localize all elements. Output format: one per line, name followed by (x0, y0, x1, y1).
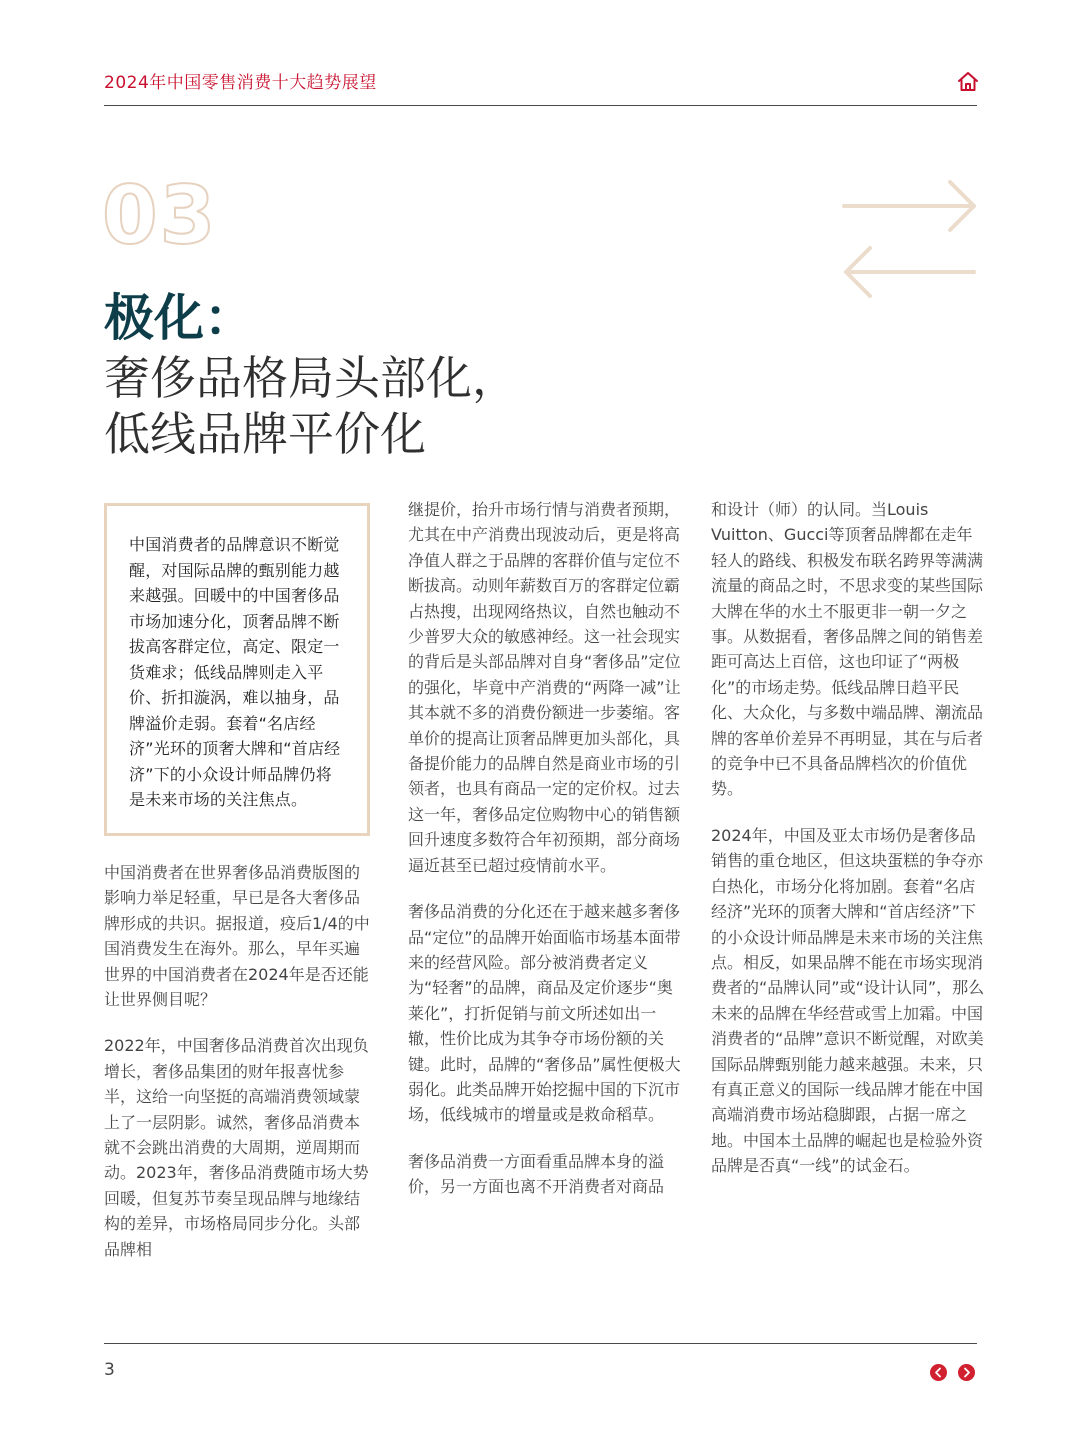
home-icon[interactable] (956, 70, 980, 94)
chevron-right-icon (958, 1364, 975, 1381)
paragraph: 2024年，中国及亚太市场仍是奢侈品销售的重仓地区，但这块蛋糕的争夺亦白热化，市场分化将加剧。套着“名店经济”光环的顶奢大牌和“首店经济”下的小众设计师品牌是未来市场的关注焦点。相反，如果品牌不能在市场实现消费者的“品牌认同”或“设计认同”，那么未来的品牌在华经营或雪上加霜。中国消费者的“品牌”意识不断觉醒，对欧美国际品牌甄别能力越来越强。未来，只有真正意义的国际一线品牌才能在中国高端消费市场站稳脚跟，占据一席之地。中国本土品牌的崛起也是检验外资品牌是否真“一线”的试金石。 (711, 825, 985, 1176)
page-number: 3 (104, 1360, 115, 1380)
header-divider (104, 105, 977, 106)
subtitle-line-2: 低线品牌平价化 (104, 407, 426, 461)
body-column-3 (711, 497, 987, 1200)
swap-arrows-icon (840, 176, 980, 306)
section-title: 极化： (104, 289, 254, 347)
paragraph: 中国消费者在世界奢侈品消费版图的影响力举足轻重，早已是各大奢侈品牌形成的共识。据报道，疫后1/4的中国消费发生在海外。那么，早年买遍世界的中国消费者在2024年是否还能让世界侧目呢？ (104, 863, 370, 1010)
summary-callout-box (104, 503, 370, 836)
paragraph: 2022年，中国奢侈品消费首次出现负增长，奢侈品集团的财年报喜忧参半，这给一向坚挺的高端消费领域蒙上了一层阴影。诚然，奢侈品消费本就不会跳出消费的大周期，逆周期而动。2023年，奢侈品消费随市场大势回暖，但复苏节奏呈现品牌与地缘结构的差异，市场格局同步分化。头部品牌相 (104, 1036, 369, 1259)
chevron-left-icon (930, 1364, 947, 1381)
callout-text: 中国消费者的品牌意识不断觉醒，对国际品牌的甄别能力越来越强。回暖中的中国奢侈品市场加速分化，顶奢品牌不断拔高客群定位，高定、限定一货难求；低线品牌则走入平价、折扣漩涡，难以抽身，品牌溢价走弱。套着“名店经济”光环的顶奢大牌和“首店经济”下的小众设计师品牌仍将是未来市场的关注焦点。 (129, 535, 341, 809)
paragraph: 奢侈品消费的分化还在于越来越多奢侈品“定位”的品牌开始面临市场基本面带来的经营风险。部分被消费者定义为“轻奢”的品牌，商品及定价逐步“奥莱化”，打折促销与前文所述如出一辙，性价比成为其争夺市场份额的关键。此时，品牌的“奢侈品”属性便极大弱化。此类品牌开始挖掘中国的下沉市场，低线城市的增量或是救命稻草。 (408, 902, 681, 1125)
subtitle-line-1: 奢侈品格局头部化， (104, 351, 518, 405)
paragraph: 和设计（师）的认同。当Louis Vuitton、Gucci等顶奢品牌都在走年轻人的路线、积极发布联名跨界等满满流量的商品之时，不思求变的某些国际大牌在华的水土不服更非一朝一夕之事。从数据看，奢侈品牌之间的销售差距可高达上百倍，这也印证了“两极化”的市场走势。低线品牌日趋平民化、大众化，与多数中端品牌、潮流品牌的客单价差异不再明显，其在与后者的竞争中已不具备品牌档次的价值优势。 (711, 500, 984, 799)
section-number: 03 (102, 169, 218, 262)
paragraph: 奢侈品消费一方面看重品牌本身的溢价，另一方面也离不开消费者对商品 (408, 1151, 665, 1197)
footer-divider (104, 1343, 977, 1344)
header-title: 2024年中国零售消费十大趋势展望 (104, 73, 377, 93)
next-page-button[interactable] (958, 1364, 975, 1381)
body-column-1 (104, 860, 374, 1283)
section-subtitle (104, 350, 518, 462)
paragraph: 继提价，抬升市场行情与消费者预期，尤其在中产消费出现波动后，更是将高净值人群之于品牌的客群价值与定位不断拔高。动则年薪数百万的客群定位霸占热搜，出现网络热议，自然也触动不少普罗大众的敏感神经。这一社会现实的背后是头部品牌对自身“奢侈品”定位的强化，毕竟中产消费的“两降一减”让其本就不多的消费份额进一步萎缩。客单价的提高让顶奢品牌更加头部化，具备提价能力的品牌自然是商业市场的引领者，也具有商品一定的定价权。过去这一年，奢侈品定位购物中心的销售额回升速度多数符合年初预期，部分商场逼近甚至已超过疫情前水平。 (408, 500, 681, 875)
previous-page-button[interactable] (930, 1364, 947, 1381)
body-column-2 (408, 497, 684, 1221)
